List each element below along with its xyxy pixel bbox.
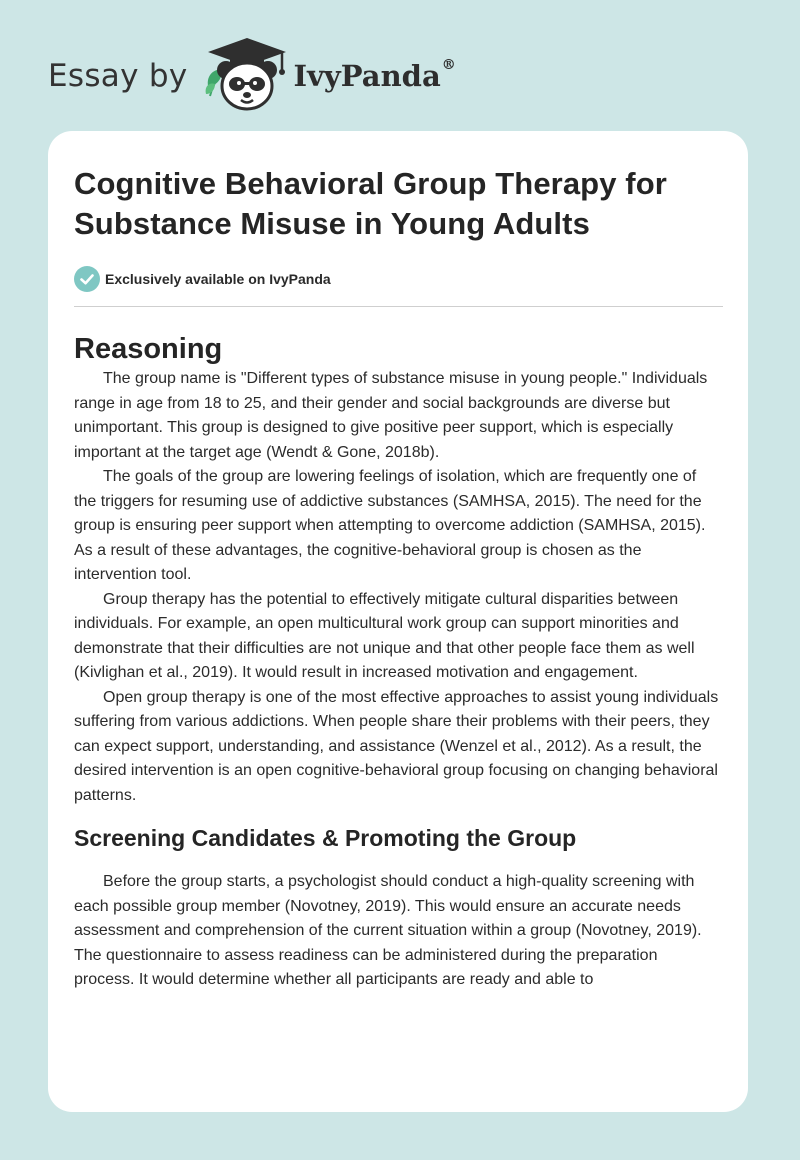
check-circle-icon (74, 266, 100, 292)
registered-mark: ® (441, 57, 456, 73)
panda-graduation-cap-icon (202, 34, 292, 114)
exclusive-badge (74, 266, 722, 292)
essay-card (48, 131, 748, 1112)
section-heading-screening: Screening Candidates & Promoting the Group (74, 825, 577, 851)
brand-name: IvyPanda® (293, 57, 456, 93)
paragraph: Open group therapy is one of the most effective approaches to assist young individuals suffering from various addictions. When people share their problems with their peers, they can expect support, understanding, and assistance (Wenzel et al., 2012). As a result, the desired intervention is an open cognitive-behavioral group focusing on changing behavioral patterns. (74, 688, 719, 804)
exclusive-badge-text: Exclusively available on IvyPanda (105, 271, 331, 287)
paragraph: The goals of the group are lowering feelings of isolation, which are frequently one of the triggers for resuming use of addictive substances (SAMHSA, 2015). The need for the group is ensuring peer support when attempting to overcome addiction (SAMHSA, 2015). As a result of these advantages, the cognitive-behavioral group is chosen as the intervention tool. (74, 468, 706, 583)
paragraph: Group therapy has the potential to effectively mitigate cultural disparities between individuals. For example, an open multicultural work group can support minorities and demonstrate that their difficulties are not unique and that other people face them as well (Kivlighan et al., 2019). It would result in increased motivation and engagement. (74, 590, 695, 681)
essay-title: Cognitive Behavioral Group Therapy for Substance Misuse in Young Adults (74, 166, 667, 241)
paragraph: The group name is "Different types of substance misuse in young people." Individuals range in age from 18 to 25, and their gender and social backgrounds are diverse but unimportant. This group is designed to give positive peer support, which is especially important at the target age (Wendt & Gone, 2018b). (74, 370, 708, 461)
title-divider (74, 306, 723, 307)
brand-prefix: Essay by (48, 58, 188, 94)
brand-header (48, 34, 456, 114)
section-heading-reasoning: Reasoning (74, 333, 223, 365)
paragraph: Before the group starts, a psychologist should conduct a high-quality screening with each possible group member (Novotney, 2019). This would ensure an accurate needs assessment and comprehension of the current situation within a group (Novotney, 2019). The questionnaire to assess readiness can be administered during the preparation process. It would determine whether all participants are ready and able to (74, 873, 702, 988)
